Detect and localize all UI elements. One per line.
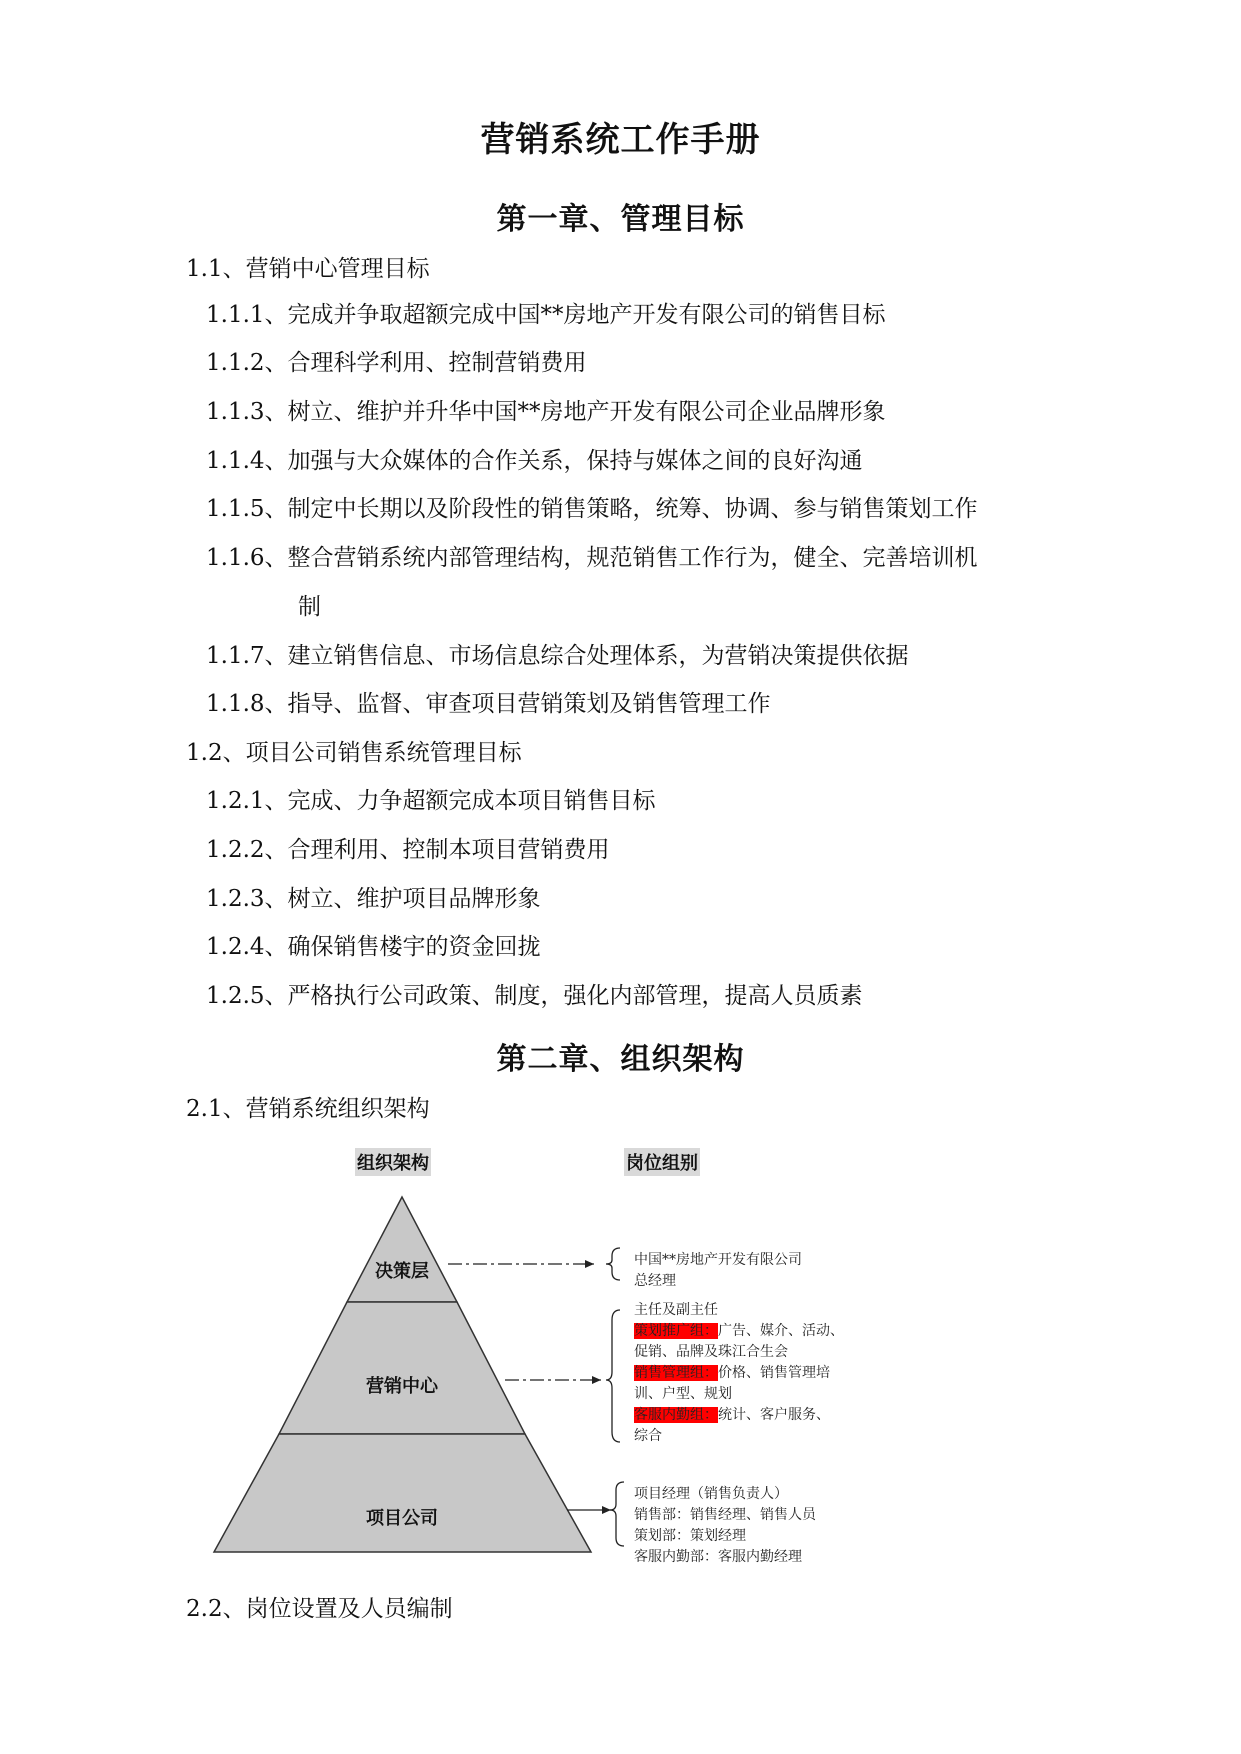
group3-label-highlight: 客服内勤组： [634,1407,718,1423]
top-note-gm: 总经理 [634,1273,676,1289]
top-note-company: 中国**房地产开发有限公司 [634,1252,802,1268]
tier-label-project-company: 项目公司 [366,1508,438,1529]
brace-middle [606,1310,620,1442]
bottom-note-service: 客服内勤部：客服内勤经理 [634,1549,802,1565]
middle-note-group3 [634,1405,830,1426]
section-2-1-heading: 2.1、营销系统组织架构 [186,1096,430,1122]
group1-text: 广告、媒介、活动、 [718,1323,844,1339]
list-item: 1.1.4、加强与大众媒体的合作关系，保持与媒体之间的良好沟通 [206,448,863,474]
middle-note-group1 [634,1321,844,1342]
tier-label-decision: 决策层 [375,1261,429,1282]
list-item: 1.2.5、严格执行公司政策、制度，强化内部管理，提高人员质素 [206,983,863,1009]
middle-note-directors: 主任及副主任 [634,1302,718,1318]
list-item: 1.1.1、完成并争取超额完成中国**房地产开发有限公司的销售目标 [206,302,886,328]
list-item: 1.1.6、整合营销系统内部管理结构，规范销售工作行为，健全、完善培训机 [206,545,978,571]
document-title: 营销系统工作手册 [480,120,761,160]
bottom-note-pm: 项目经理（销售负责人） [634,1486,788,1502]
middle-note-group1-cont: 促销、品牌及珠江合生会 [634,1344,788,1360]
pyramid-tier-bottom [214,1434,591,1552]
list-item-continuation: 制 [298,594,321,620]
brace-top [606,1248,620,1280]
diagram-header-positions: 岗位组别 [624,1148,700,1176]
list-item: 1.2.3、树立、维护项目品牌形象 [206,886,541,912]
bottom-note-planning: 策划部：策划经理 [634,1528,746,1544]
list-item: 1.2.4、确保销售楼宇的资金回拢 [206,934,541,960]
group3-text: 统计、客户服务、 [718,1407,830,1423]
list-item: 1.2.1、完成、力争超额完成本项目销售目标 [206,788,656,814]
list-item: 1.1.2、合理科学利用、控制营销费用 [206,350,587,376]
brace-bottom [610,1482,624,1546]
chapter-1-title: 第一章、管理目标 [496,202,745,237]
group2-text: 价格、销售管理培 [718,1365,830,1381]
diagram-header-structure: 组织架构 [355,1148,431,1176]
group2-label-highlight: 销售管理组： [634,1365,718,1381]
middle-note-group3-cont: 综合 [634,1428,662,1444]
list-item: 1.1.5、制定中长期以及阶段性的销售策略，统筹、协调、参与销售策划工作 [206,496,978,522]
bottom-note-sales: 销售部：销售经理、销售人员 [634,1507,816,1523]
section-2-2-heading: 2.2、岗位设置及人员编制 [186,1596,453,1622]
pyramid-tier-top [347,1197,457,1302]
section-1-2-heading: 1.2、项目公司销售系统管理目标 [186,740,522,766]
section-1-1-heading: 1.1、营销中心管理目标 [186,256,430,282]
list-item: 1.1.7、建立销售信息、市场信息综合处理体系，为营销决策提供依据 [206,643,909,669]
list-item: 1.2.2、合理利用、控制本项目营销费用 [206,837,610,863]
middle-note-group2-cont: 训、户型、规划 [634,1386,732,1402]
chapter-2-title: 第二章、组织架构 [496,1042,745,1077]
middle-note-group2 [634,1363,830,1384]
pyramid-tier-middle [279,1302,525,1434]
tier-label-marketing-center: 营销中心 [366,1376,438,1397]
list-item: 1.1.3、树立、维护并升华中国**房地产开发有限公司企业品牌形象 [206,399,886,425]
list-item: 1.1.8、指导、监督、审查项目营销策划及销售管理工作 [206,691,771,717]
group1-label-highlight: 策划推广组： [634,1323,718,1339]
